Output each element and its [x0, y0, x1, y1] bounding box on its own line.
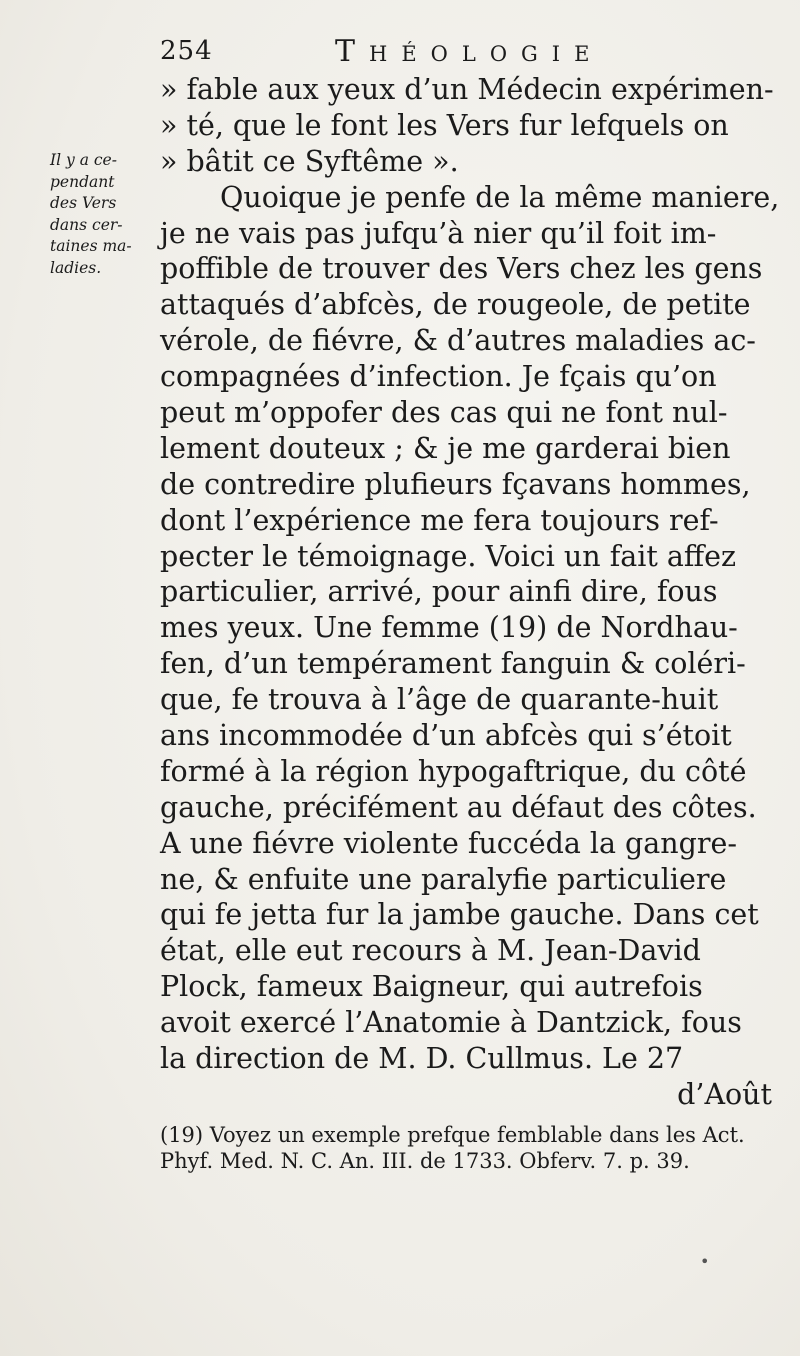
text-line: A une fiévre violente fuccéda la gangre- [160, 826, 737, 860]
text-line: » té, que le font les Vers fur lefquels on [160, 108, 729, 142]
text-line: particulier, arrivé, pour ainfi dire, fous [160, 575, 718, 609]
text-line: » fable aux yeux d’un Médecin expérimen- [160, 73, 774, 106]
text-line: je ne vais pas jufqu’à nier qu’il foit im- [160, 216, 717, 250]
text-line: pecter le témoignage. Voici un fait affez [160, 539, 736, 573]
paragraph-start-line: Quoique je penfe de la même maniere, [220, 180, 780, 214]
text-line: dont l’expérience me fera toujours ref- [160, 503, 719, 537]
text-line: peut m’oppofer des cas qui ne font nul- [160, 396, 728, 430]
bullet-mark-icon: • [700, 1252, 710, 1271]
body-text [160, 72, 800, 1113]
margin-note-line: des Vers [50, 194, 117, 212]
catchword: d’Août [677, 1077, 772, 1111]
text-line: » bâtit ce Syftême ». [160, 144, 459, 178]
margin-note-line: pendant [50, 172, 115, 191]
page-header [160, 36, 780, 76]
margin-note-line: taines ma- [50, 237, 132, 255]
text-line: vérole, de fiévre, & d’autres maladies ac- [160, 324, 756, 358]
margin-note [50, 150, 155, 279]
text-line: fen, d’un tempérament fanguin & coléri- [160, 647, 746, 681]
text-line: formé à la région hypogaftrique, du côté [160, 754, 747, 788]
text-line: gauche, précifément au défaut des côtes. [160, 790, 757, 824]
text-line: la direction de M. D. Cullmus. Le 27 [160, 1042, 684, 1076]
text-line: poffible de trouver des Vers chez les gens [160, 252, 763, 286]
margin-note-line: Il y a ce- [50, 151, 117, 169]
footnote-line: Phyf. Med. N. C. An. III. de 1733. Obferv. 7. p. 39. [160, 1149, 690, 1173]
text-line: mes yeux. Une femme (19) de Nordhau- [160, 611, 738, 645]
text-line: avoit exercé l’Anatomie à Dantzick, fous [160, 1006, 742, 1040]
text-line: état, elle eut recours à M. Jean-David [160, 934, 701, 968]
margin-note-line: dans cer- [50, 215, 123, 234]
footnote [160, 1122, 780, 1174]
text-line: ne, & enfuite une paralyfie particuliere [160, 862, 727, 896]
running-title: Théologie [335, 34, 604, 69]
text-line: lement douteux ; & je me garderai bien [160, 431, 731, 465]
footnote-line: (19) Voyez un exemple prefque femblable dans les Act. [160, 1123, 745, 1147]
text-line: attaqués d’abfcès, de rougeole, de petite [160, 288, 751, 322]
text-line: compagnées d’infection. Je fçais qu’on [160, 360, 717, 394]
margin-note-line: ladies. [50, 258, 102, 277]
text-line: de contredire plufieurs fçavans hommes, [160, 467, 751, 501]
text-line: qui fe jetta fur la jambe gauche. Dans cet [160, 898, 759, 932]
text-line: ans incommodée d’un abfcès qui s’étoit [160, 719, 732, 753]
text-line: Plock, fameux Baigneur, qui autrefois [160, 970, 703, 1004]
text-line: que, fe trouva à l’âge de quarante-huit [160, 683, 719, 717]
page-number: 254 [160, 36, 213, 66]
